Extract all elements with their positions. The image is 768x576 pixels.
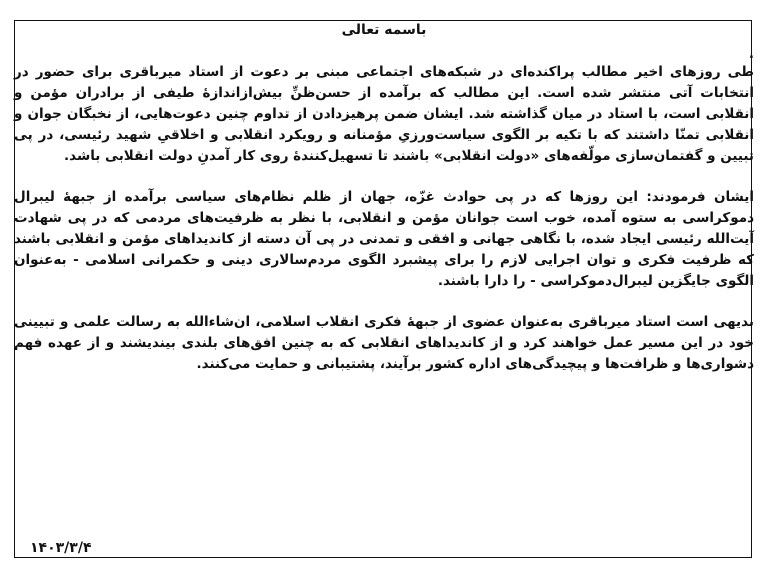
paragraph-2: ایشان فرمودند: این روزها که در پی حوادث غزّه، جهان از ظلم نظام‌های سیاسی برآمده از جبههٔ لیبرال دموکراسی به ستوه آمده، خوب است جوانان مؤمن و انقلابی، با نظر به ظرفیت‌های مردمی که در پی شهادت آیت‌الله رئیسی ایجاد شده، با نگاهی جهانی و افقی و تمدنی در پی آن دسته از کاندیداهای مؤمن و انقلابی باشند که ظرفیت فکری و توان اجرایی لازم را برای پیشبرد الگوی مردم‌سالاری دینی و حکمرانی اسلامی - به‌عنوان الگوی جایگزین لیبرال‌دموکراسی - را دارا باشند. [14, 189, 754, 289]
paragraph-1: طی روزهای اخیر مطالب پراکنده‌ای در شبکه‌های اجتماعی مبنی بر دعوت از استاد میرباقری برای حضور در انتخابات آتی منتشر شده است. این مطالب که برآمده از حسن‌ظنِّ بیش‌ازاندازهٔ طیفی از برادران مؤمن و انقلابی است، با استاد در میان گذاشته شد. ایشان ضمن پرهیزدادن از تداوم چنین دعوت‌هایی، از نخبگان جوان و انقلابی تمنّا داشتند که با تکیه بر الگوی سیاست‌ورزیِ مؤمنانه و رویکرد انقلابی و اخلاقیِ شهید رئیسی، در پی تبیین و گفتمان‌سازی مولّفه‌های «دولت انقلابی» باشند تا تسهیل‌کنندهٔ روی کار آمدنِ دولت انقلابی باشد. [14, 64, 754, 164]
paragraph-3: بدیهی است استاد میرباقری به‌عنوان عضوی از جبههٔ فکری انقلاب اسلامی، ان‌شاءالله به رسالت علمی و تبیینی خود در این مسیر عمل خواهند کرد و از کاندیداهای انقلابی که به چنین افق‌های بلندی بیندیشند و از عهده فهم دشواری‌ها و ظرافت‌ها و پیچیدگی‌های اداره کشور برآیند، پشتیبانی و حمایت می‌کنند. [14, 314, 754, 372]
document-title: باسمه تعالی [341, 22, 427, 38]
paragraph-marker: . [748, 46, 754, 62]
document-date: ۱۴۰۳/۳/۴ [30, 540, 92, 556]
document-body [14, 20, 754, 395]
